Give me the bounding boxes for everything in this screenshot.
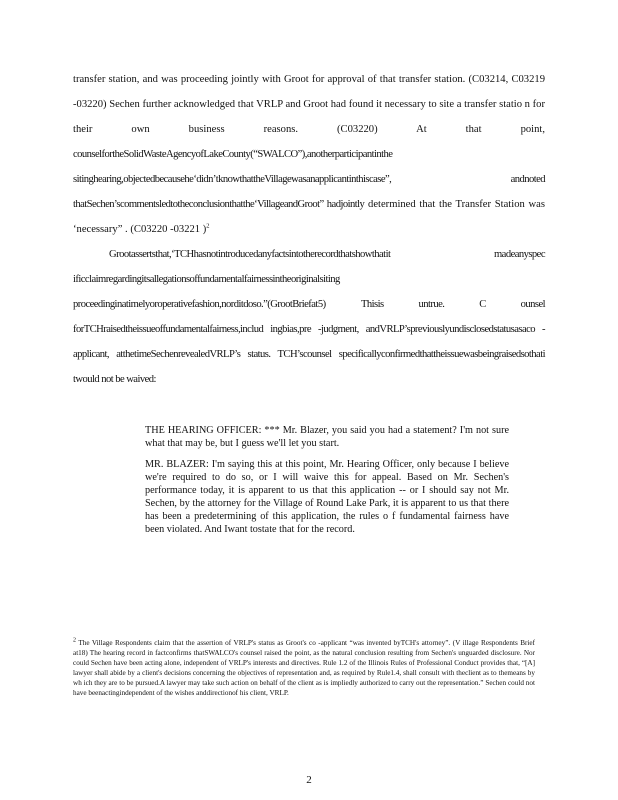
- paragraph-1-end: determined that the Transfer Station was ‘necessary” . (C03220 -03221 ): [73, 199, 546, 235]
- paragraph-2-quoted-text: Grootassertsthat,‘TCHhasnotintroducedanyfactsintotherecordthatshowthatit madeanyspec ificclaimregardingitsallegationsoffundamentalfairnessintheoriginalsiting proceedinginatimelyoroperativefashion,norditdoso.”(GrootBriefat5): [73, 249, 545, 310]
- quote-mr-blazer: MR. BLAZER: I'm saying this at this point, Mr. Hearing Officer, only because I believe we're required to do so, or I will waive this for appeal. Based on Mr. Sechen's performance today, it is apparent to us that this application -- or I should say not Mr. Sechen, by the attorney for the Village of Round Lake Park, it is apparent to us that there has been a predetermining of this application, the rules o f fundamental fairness have been violated. And Iwant tostate that for the record.: [145, 459, 509, 535]
- paragraph-1-compressed-text: counselfortheSolidWasteAgencyofLakeCounty(“SWALCO”),anotherparticipantinthe sitinghearing,objectedbecausehe‘didn’tknowthattheVillagewasanapplicantinthiscase”, andnoted thatSechen’scommentsledtotheconclusionthatthe‘VillageandGroot” hadjointly: [73, 149, 545, 210]
- paragraph-2-text: Thisis untrue. C ounsel forTCHraisedtheissueoffundamentalfairness,includ ingbias,pre -judgment, andVRLP’spreviouslyundisclosedstatusasaco -applicant, atthetimeSechenrevealedVRLP’s status. TCH’scounsel specificallyconfirmedthattheissuewasbeingraisedsothati twould not be waived:: [73, 299, 545, 385]
- body-paragraphs: [73, 67, 545, 392]
- paragraph-1: [73, 67, 545, 242]
- footnote-text: The Village Respondents claim that the assertion of VRLP's status as Groot's co -applicant “was invented byTCH's attorney”. (V illage Respondents Brief at18) The hearing record in factconfirms thatSWALCO's counsel raised the point, as the natural conclusion resulting from Sechen's unguarded disclosure. Nor could Sechen have been acting alone, independent of VRLP's interests and directives. Rule 1.2 of the Illinois Rules of Professional Conduct provides that, “[A] lawyer shall abide by a client's decisions concerning the objectives of representation and, as required by Rule1.4, shall consult with theclient as to themeans by wh ich they are to be pursued.A lawyer may take such action on behalf of the client as is impliedly authorized to carry out the representation.” Sechen could not have beenactingindependent of the wishes anddirectionof his client, VRLP.: [73, 639, 535, 697]
- paragraph-1-text: transfer station, and was proceeding jointly with Groot for approval of that transfer station. (C03214, C03219 -03220) Sechen further acknowledged that VRLP and Groot had found it necessary to site a transfer statio n for their own business reasons. (C03220) At that point,: [73, 74, 545, 135]
- footnote-reference: 2: [206, 222, 210, 230]
- quote-hearing-officer: THE HEARING OFFICER: *** Mr. Blazer, you said you had a statement? I'm not sure what that may be, but I guess we'll let you start.: [145, 425, 509, 449]
- page-number: 2: [306, 774, 312, 786]
- footnote: [73, 638, 535, 698]
- footnote-marker: 2: [73, 637, 76, 644]
- paragraph-2: [73, 242, 545, 392]
- block-quote: [145, 424, 509, 536]
